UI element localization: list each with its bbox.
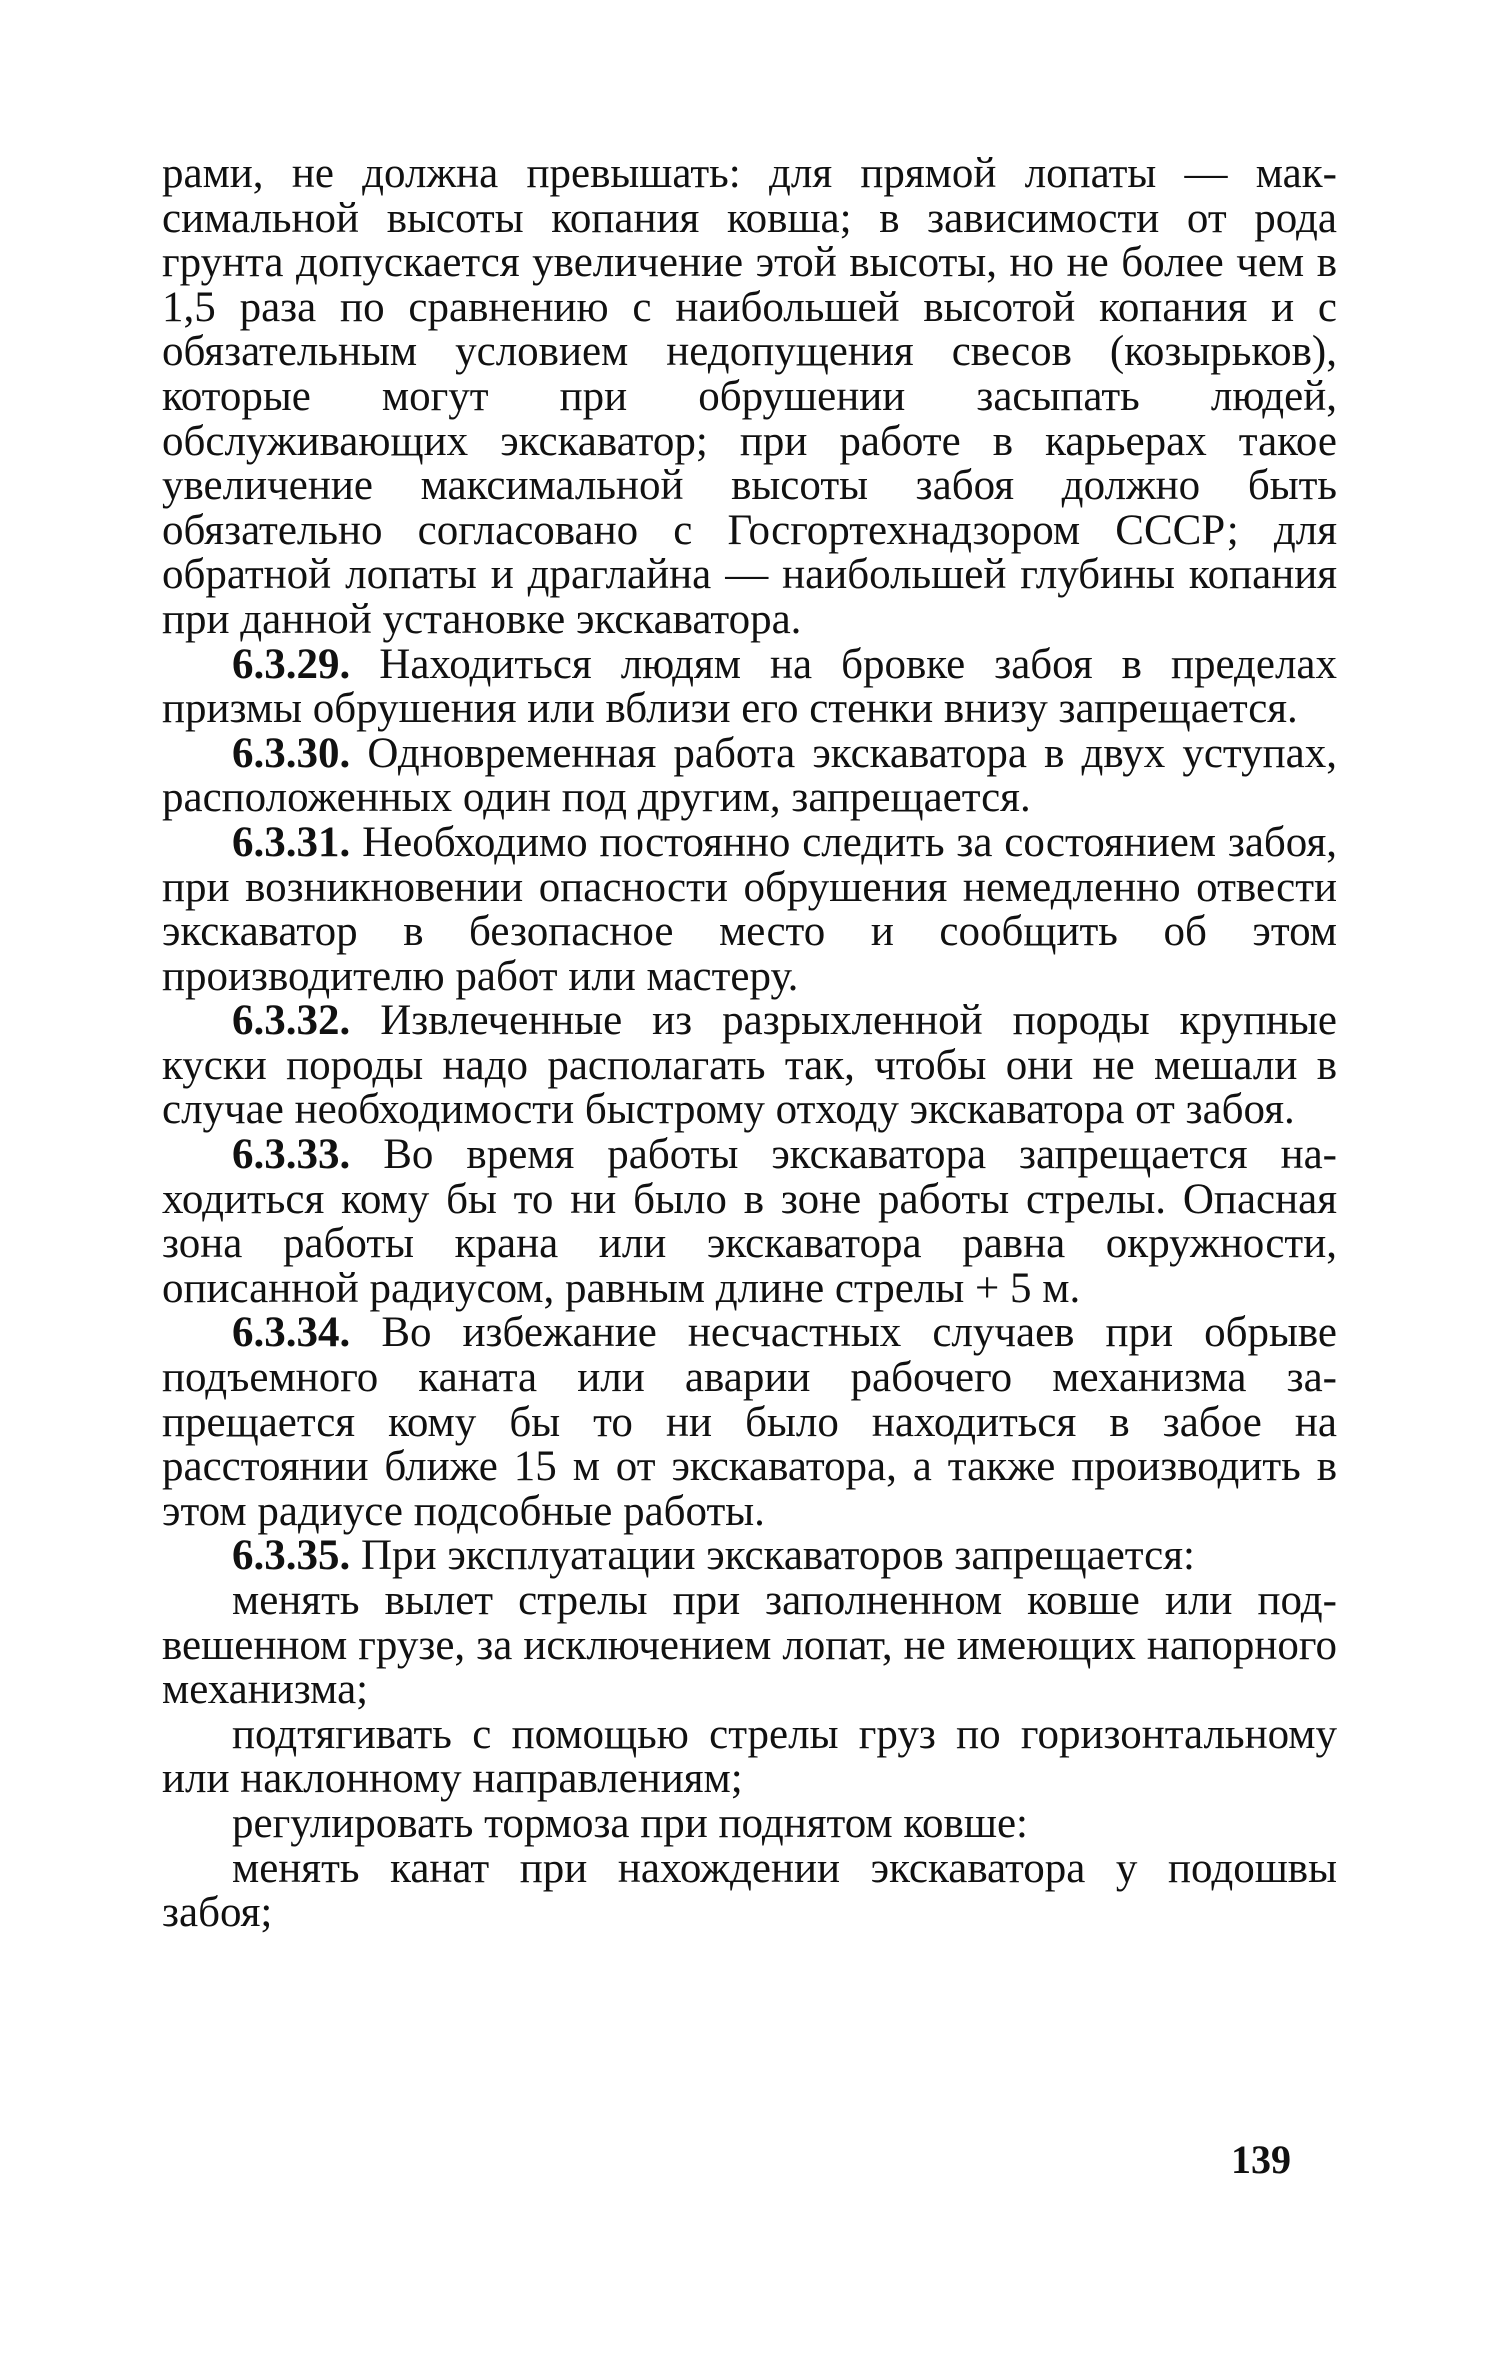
- list-item: [162, 1710, 1337, 1803]
- paragraph-text: рами, не должна превышать: для прямой лопаты — максимальной высоты копания ковша; в зависимости от рода грунта допускается увеличение этой высоты, но не более чем в 1,5 раза по сравнению с наибольшей высотой копания и с обязательным условием недопущения свесов (козырьков), которые могут при обрушении засыпать людей, обслуживающих экскаватор; при работе в карьерах такое увеличение максимальной высоты забоя должно быть обязательно согласовано с Госгортехнадзором СССР; для обратной лопаты и драглайна — наибольшей глубины копания при данной установке экскаватора.: [162, 150, 1337, 643]
- paragraph-text: Находиться людям на бровке забоя в пределах призмы обрушения или вблизи его стенки внизу запрещается.: [162, 640, 1338, 733]
- paragraph-continued: [162, 152, 1337, 643]
- list-item-text: менять вылет стрелы при заполненном ковше или подвешенном грузе, за исключением лопат, не имеющих напорного механизма;: [162, 1577, 1337, 1714]
- paragraph-6-3-31: [162, 818, 1338, 1000]
- clause-number: 6.3.30.: [232, 729, 351, 777]
- paragraph-6-3-32: [162, 999, 1337, 1133]
- paragraph-text: Во избежание несчастных случаев при обрыве подъемного каната или аварии рабочего механизма запрещается кому бы то ни было находиться в забое на расстоянии ближе 15 м от экскаватора, а также производить в этом радиусе подсобные работы.: [162, 1309, 1338, 1535]
- clause-number: 6.3.35.: [232, 1532, 351, 1580]
- paragraph-text: Извлеченные из разрыхленной породы крупные куски породы надо располагать так, чтобы они не мешали в случае необходимости быстрому отходу экскаватора от забоя.: [162, 997, 1337, 1134]
- clause-number: 6.3.34.: [232, 1309, 351, 1357]
- clause-number: 6.3.32.: [232, 997, 351, 1045]
- list-item-text: менять канат при нахождении экскаватора у подошвы забоя;: [162, 1844, 1337, 1937]
- clause-number: 6.3.33.: [232, 1131, 351, 1179]
- page-body: [162, 152, 1337, 2252]
- list-item-text: регулировать тормоза при поднятом ковше:: [232, 1799, 1029, 1847]
- paragraph-text: Во время работы экскаватора запрещается находиться кому бы то ни было в зоне работы стрелы. Опасная зона работы крана или экскаватора равна окружности, описанной радиусом, равным длине стрелы + 5 м.: [162, 1131, 1337, 1312]
- paragraph-6-3-30: [162, 729, 1338, 822]
- paragraph-6-3-34: [162, 1311, 1337, 1534]
- list-item: [162, 1844, 1337, 1937]
- list-item: [162, 1799, 1337, 1847]
- paragraph-6-3-33: [162, 1133, 1337, 1311]
- paragraph-text: Необходимо постоянно следить за состоянием забоя, при возникновении опасности обрушения немедленно отвести экскаватор в безопасное место и сообщить об этом производителю работ или мастеру.: [162, 818, 1338, 1000]
- clause-number: 6.3.29.: [232, 640, 351, 688]
- clause-number: 6.3.31.: [232, 818, 351, 866]
- list-item-text: подтягивать с помощью стрелы груз по горизонтальному или наклонному направлениям;: [162, 1710, 1337, 1803]
- list-item: [162, 1579, 1337, 1713]
- paragraph-text: При эксплуатации экскаваторов запрещается:: [361, 1532, 1195, 1580]
- page-number: 139: [1231, 2137, 1291, 2182]
- paragraph-6-3-29: [162, 640, 1338, 733]
- paragraph-text: Одновременная работа экскаватора в двух уступах, расположенных один под другим, запрещается.: [162, 729, 1338, 822]
- paragraph-6-3-35: [162, 1534, 1337, 1579]
